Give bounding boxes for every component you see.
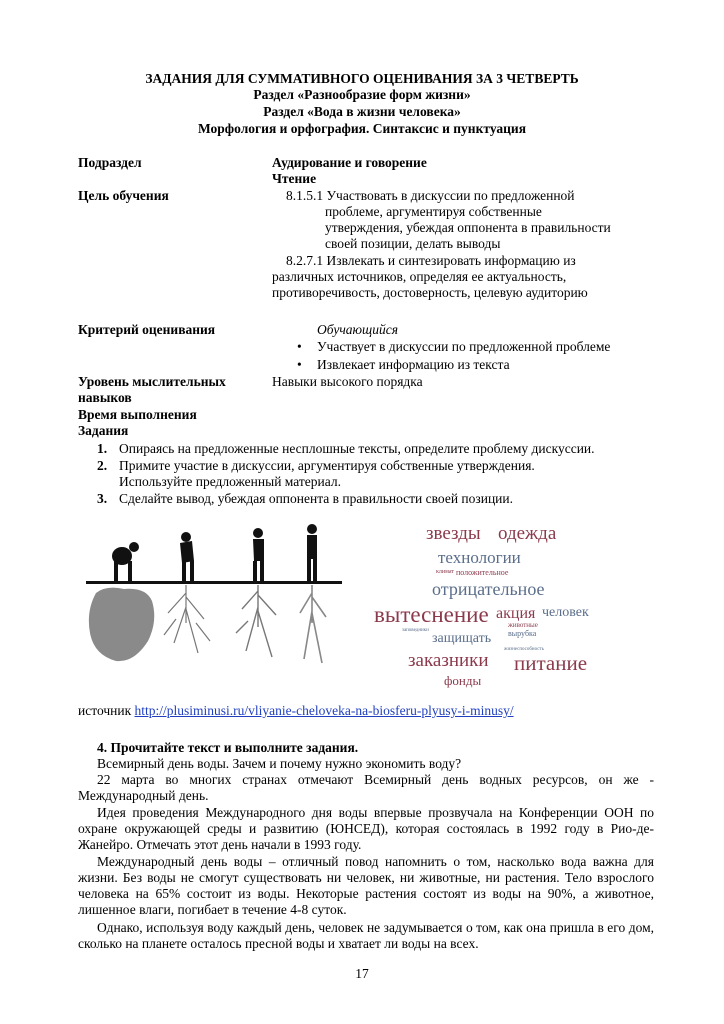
wc-word-positive: положительное — [456, 568, 509, 577]
wc-word-action: акция — [496, 605, 536, 622]
wc-word-animals: животные — [508, 621, 538, 629]
page-number: 17 — [355, 966, 369, 981]
roots-tree-2 — [164, 585, 210, 653]
paragraph-1: Всемирный день воды. Зачем и почему нужно экономить воду? — [97, 756, 462, 771]
goal-2-line-1: 8.2.7.1 Извлекать и синтезировать информацию из — [286, 253, 576, 268]
wc-word-clothes: одежда — [498, 523, 557, 544]
goal-1-line-1: 8.1.5.1 Участвовать в дискуссии по предложенной — [286, 188, 575, 203]
wc-word-protect: защищать — [432, 631, 492, 646]
wc-word-technologies: технологии — [438, 548, 521, 567]
title-line-3: Раздел «Вода в жизни человека» — [263, 104, 461, 119]
goal-1-line-2: проблеме, аргументируя собственные — [325, 204, 542, 219]
source-label: источник — [78, 703, 132, 718]
goal-1-line-3: утверждения, убеждая оппонента в правильности — [325, 220, 611, 235]
task-1-text: Опираясь на предложенные несплошные тексты, определите проблему дискуссии. — [119, 441, 595, 456]
wc-word-funds: фонды — [444, 673, 482, 688]
time-label: Время выполнения — [78, 407, 197, 422]
silhouette-human — [307, 524, 317, 581]
paragraph-5: Однако, используя воду каждый день, человек не задумывается о том, как она пришла в его дом, сколько на планете осталось пресной воды и хватает ли воды на всех. — [78, 920, 654, 951]
wc-word-nutrition: питание — [514, 651, 588, 675]
criteria-item-1: • Участвует в дискуссии по предложенной проблеме — [317, 339, 610, 355]
learner-label: Обучающийся — [317, 322, 399, 337]
wc-word-reserves: заповедники — [402, 628, 429, 633]
criteria-item-2: • Извлекает информацию из текста — [317, 357, 510, 373]
level-value: Навыки высокого порядка — [272, 374, 423, 389]
wc-word-stars: звезды — [426, 523, 481, 544]
goal-2-line-3: противоречивость, достоверность, целевую аудиторию — [272, 285, 588, 300]
roots-tree-4 — [300, 585, 326, 663]
silhouette-ape — [112, 542, 139, 581]
criteria-label: Критерий оценивания — [78, 322, 216, 337]
task-2-text: Примите участие в дискуссии, аргументируя собственные утверждения. — [119, 458, 535, 473]
source-line — [78, 703, 514, 719]
wc-word-human: человек — [542, 605, 589, 620]
task-3-number: 3. — [97, 491, 108, 506]
level-label-line-1: Уровень мыслительных — [78, 374, 226, 389]
wc-word-climate: климат — [436, 569, 455, 575]
goal-2-line-2: различных источников, определяя ее актуальность, — [272, 269, 567, 284]
silhouette-hominid-1 — [180, 532, 194, 581]
subsection-label: Подраздел — [78, 155, 142, 170]
paragraph-2: 22 марта во многих странах отмечают Всемирный день водных ресурсов, он же - Международный день. — [78, 772, 654, 803]
task-2-text-line-2: Используйте предложенный материал. — [119, 474, 341, 489]
level-label-line-2: навыков — [78, 390, 132, 405]
goal-label: Цель обучения — [78, 188, 169, 203]
goal-1-line-4: своей позиции, делать выводы — [325, 236, 501, 251]
task-3-text: Сделайте вывод, убеждая оппонента в правильности своей позиции. — [119, 491, 514, 506]
title-line-1: ЗАДАНИЯ ДЛЯ СУММАТИВНОГО ОЦЕНИВАНИЯ ЗА 3 ЧЕТВЕРТЬ — [145, 71, 579, 86]
roots-tree-dense — [89, 588, 154, 662]
title-line-2: Раздел «Разнообразие форм жизни» — [253, 87, 471, 102]
title-line-4: Морфология и орфография. Синтаксис и пунктуация — [197, 121, 526, 136]
task-2-number: 2. — [97, 458, 108, 473]
wc-word-deforestation: вырубка — [508, 629, 537, 638]
wc-word-viability: жизнеспособность — [504, 647, 544, 652]
silhouette-hominid-2 — [253, 528, 264, 581]
subsection-value-1: Аудирование и говорение — [272, 155, 427, 170]
word-cloud — [346, 507, 634, 692]
evolution-image — [86, 523, 342, 675]
tasks-label: Задания — [78, 423, 129, 438]
wc-word-negative: отрицательное — [432, 579, 545, 599]
wc-word-sanctuaries: заказники — [408, 650, 489, 671]
paragraph-3: Идея проведения Международного дня воды впервые прозвучала на Конференции ООН по охране окружающей среды и развитию (ЮНСЕД), которая состоялась в 1992 году в Рио-де-Жанейро. Отмечать этот день начали в 1993 году. — [78, 805, 654, 852]
roots-tree-3 — [236, 585, 276, 657]
wc-word-displacement: вытеснение — [374, 602, 489, 627]
paragraph-4: Международный день воды – отличный повод напомнить о том, насколько вода важна для жизни. Без воды не смогут существовать ни человек, ни животные, ни растения. Тело взрослого человека на 65% состоит из воды. Некоторые растения состоят из воды на 90%, а животное, лишенное влаги, погибает в течение 4-8 суток. — [78, 854, 654, 917]
section-4-title: 4. Прочитайте текст и выполните задания. — [97, 740, 359, 755]
subsection-value-2: Чтение — [272, 171, 317, 186]
task-1-number: 1. — [97, 441, 108, 456]
source-link[interactable]: http://plusiminusi.ru/vliyanie-cheloveka-na-biosferu-plyusy-i-minusy/ — [134, 703, 514, 718]
